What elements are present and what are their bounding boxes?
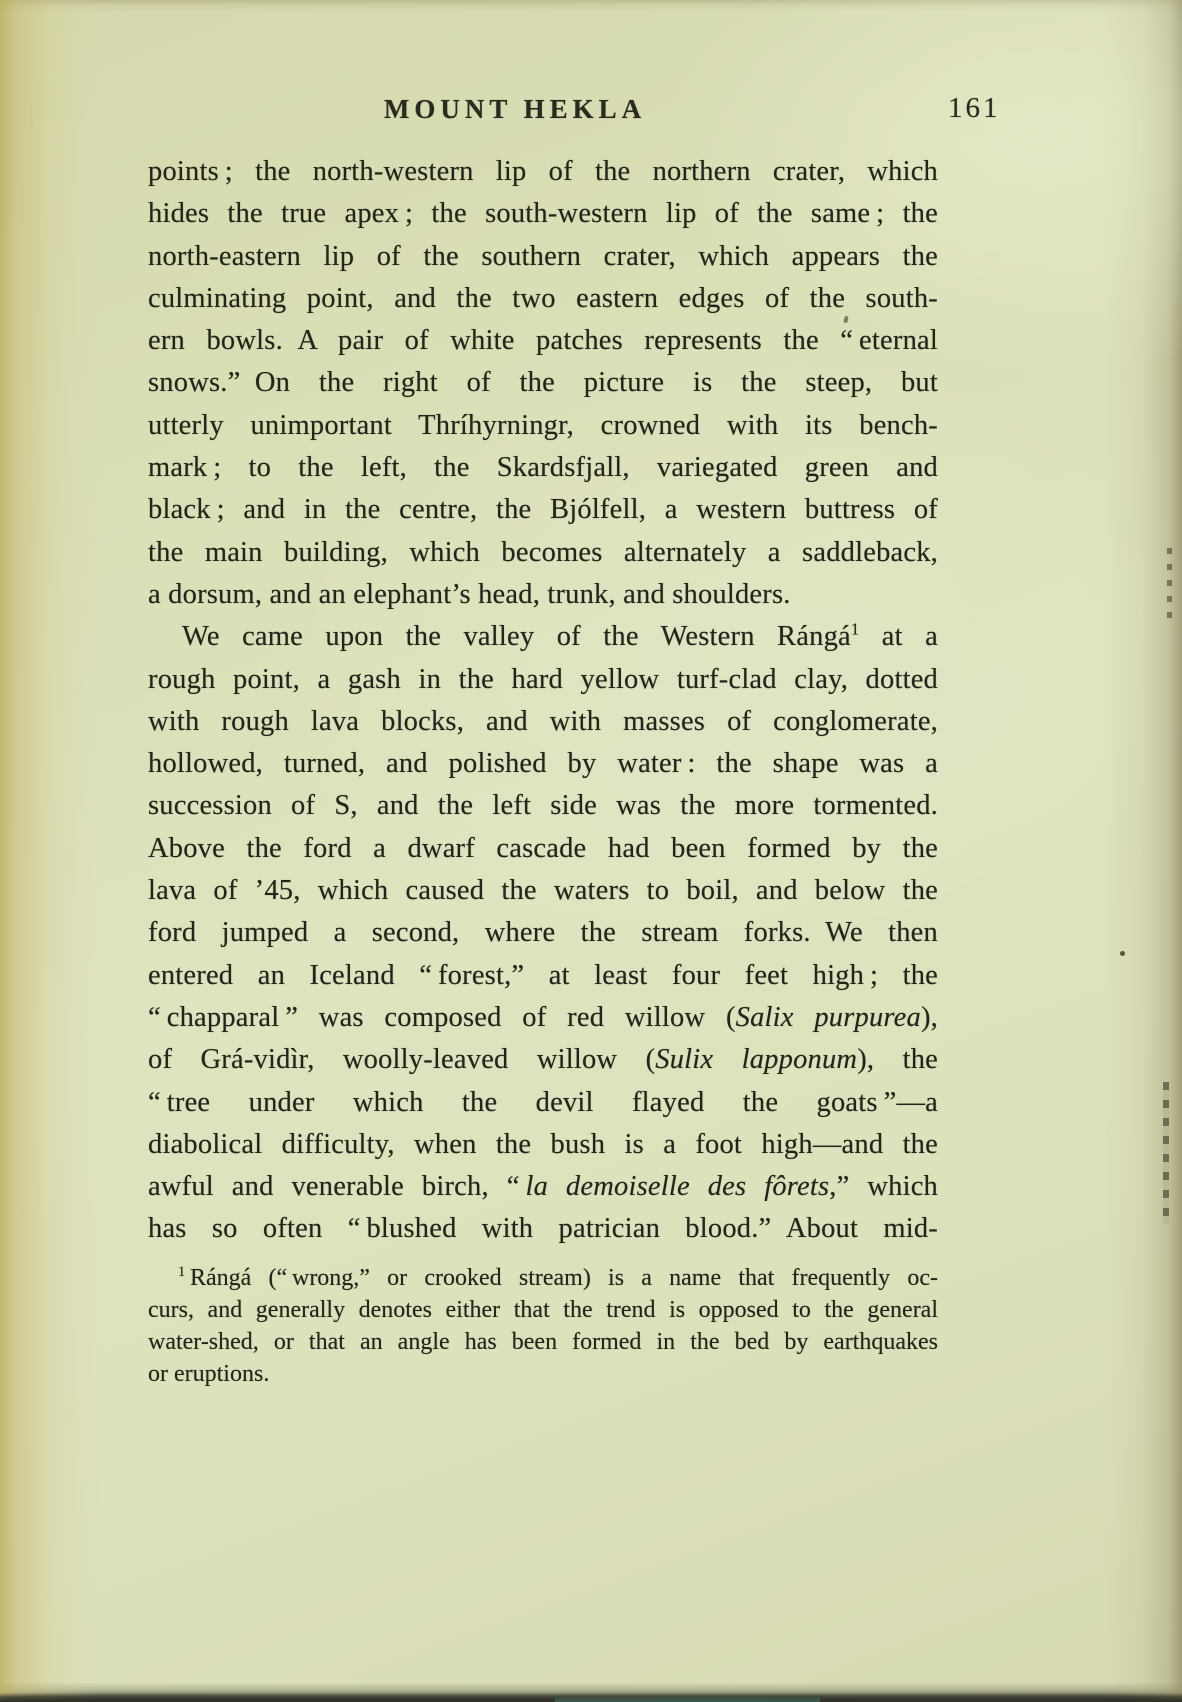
running-head-title: MOUNT HEKLA: [383, 94, 647, 124]
text-line: with rough lava blocks, and with masses of conglomerate,: [148, 705, 938, 737]
text-line: succession of S, and the left side was the more tormented.: [148, 790, 938, 822]
text-line: water-shed, or that an angle has been formed in the bed by earthquakes: [148, 1329, 938, 1355]
text-line: “ tree under which the devil flayed the goats ”—a: [148, 1086, 938, 1118]
scan-speck: [1120, 951, 1125, 956]
page-edge-marks: [1163, 1082, 1169, 1224]
text-line: diabolical difficulty, when the bush is a foot high—and the: [148, 1128, 938, 1160]
page-number: 161: [948, 92, 1001, 124]
text-line: ern bowls. A pair of white patches represents the “ eternal: [148, 325, 938, 357]
text-line: mark ; to the left, the Skardsfjall, variegated green and: [148, 452, 938, 484]
page-edge-marks: [1167, 548, 1172, 626]
text-line: We came upon the valley of the Western Rángá$^1$ at a: [182, 619, 938, 653]
text-line: hides the true apex ; the south-western lip of the same ; the: [148, 198, 938, 230]
text-line: a dorsum, and an elephant’s head, trunk, and shoulders.: [148, 578, 791, 610]
text-line: or eruptions.: [148, 1361, 270, 1387]
text-line: points ; the north-western lip of the northern crater, which: [148, 156, 938, 187]
text-line: snows.” On the right of the picture is the steep, but: [148, 367, 938, 399]
text-line: culminating point, and the two eastern edges of the south-: [148, 282, 938, 314]
text-line: utterly unimportant Thríhyrningr, crowned with its bench-: [148, 409, 938, 441]
footnote: [148, 1262, 938, 1390]
text-line: rough point, a gash in the hard yellow turf-clad clay, dotted: [148, 663, 938, 695]
text-line: awful and venerable birch, “ la demoiselle des fôrets,” which: [148, 1171, 938, 1203]
text-line: hollowed, turned, and polished by water : the shape was a: [148, 748, 938, 780]
text-line: “ chapparal ” was composed of red willow (Salix purpurea),: [148, 1001, 938, 1033]
text-line: curs, and generally denotes either that the trend is opposed to the general: [148, 1297, 938, 1323]
text-line: black ; and in the centre, the Bjólfell, a western buttress of: [148, 494, 938, 526]
body-text: [148, 151, 938, 1251]
text-line: north-eastern lip of the southern crater, which appears the: [148, 240, 938, 272]
text-line: the main building, which becomes alternately a saddleback,: [148, 536, 938, 568]
text-line: Above the ford a dwarf cascade had been formed by the: [148, 832, 938, 864]
text-line: entered an Iceland “ forest,” at least four feet high ; the: [148, 959, 938, 991]
page-bottom-edge-tint: [555, 1696, 820, 1702]
text-line: $^1$ Rángá (“ wrong,” or crooked stream) is a name that frequently oc-: [178, 1264, 938, 1291]
text-line: has so often “ blushed with patrician blood.” About mid-: [148, 1213, 938, 1245]
text-line: of Grá-vidìr, woolly-leaved willow (Sulix lapponum), the: [148, 1044, 938, 1076]
text-line: ford jumped a second, where the stream forks. We then: [148, 917, 938, 949]
text-line: lava of ’45, which caused the waters to boil, and below the: [148, 875, 938, 907]
